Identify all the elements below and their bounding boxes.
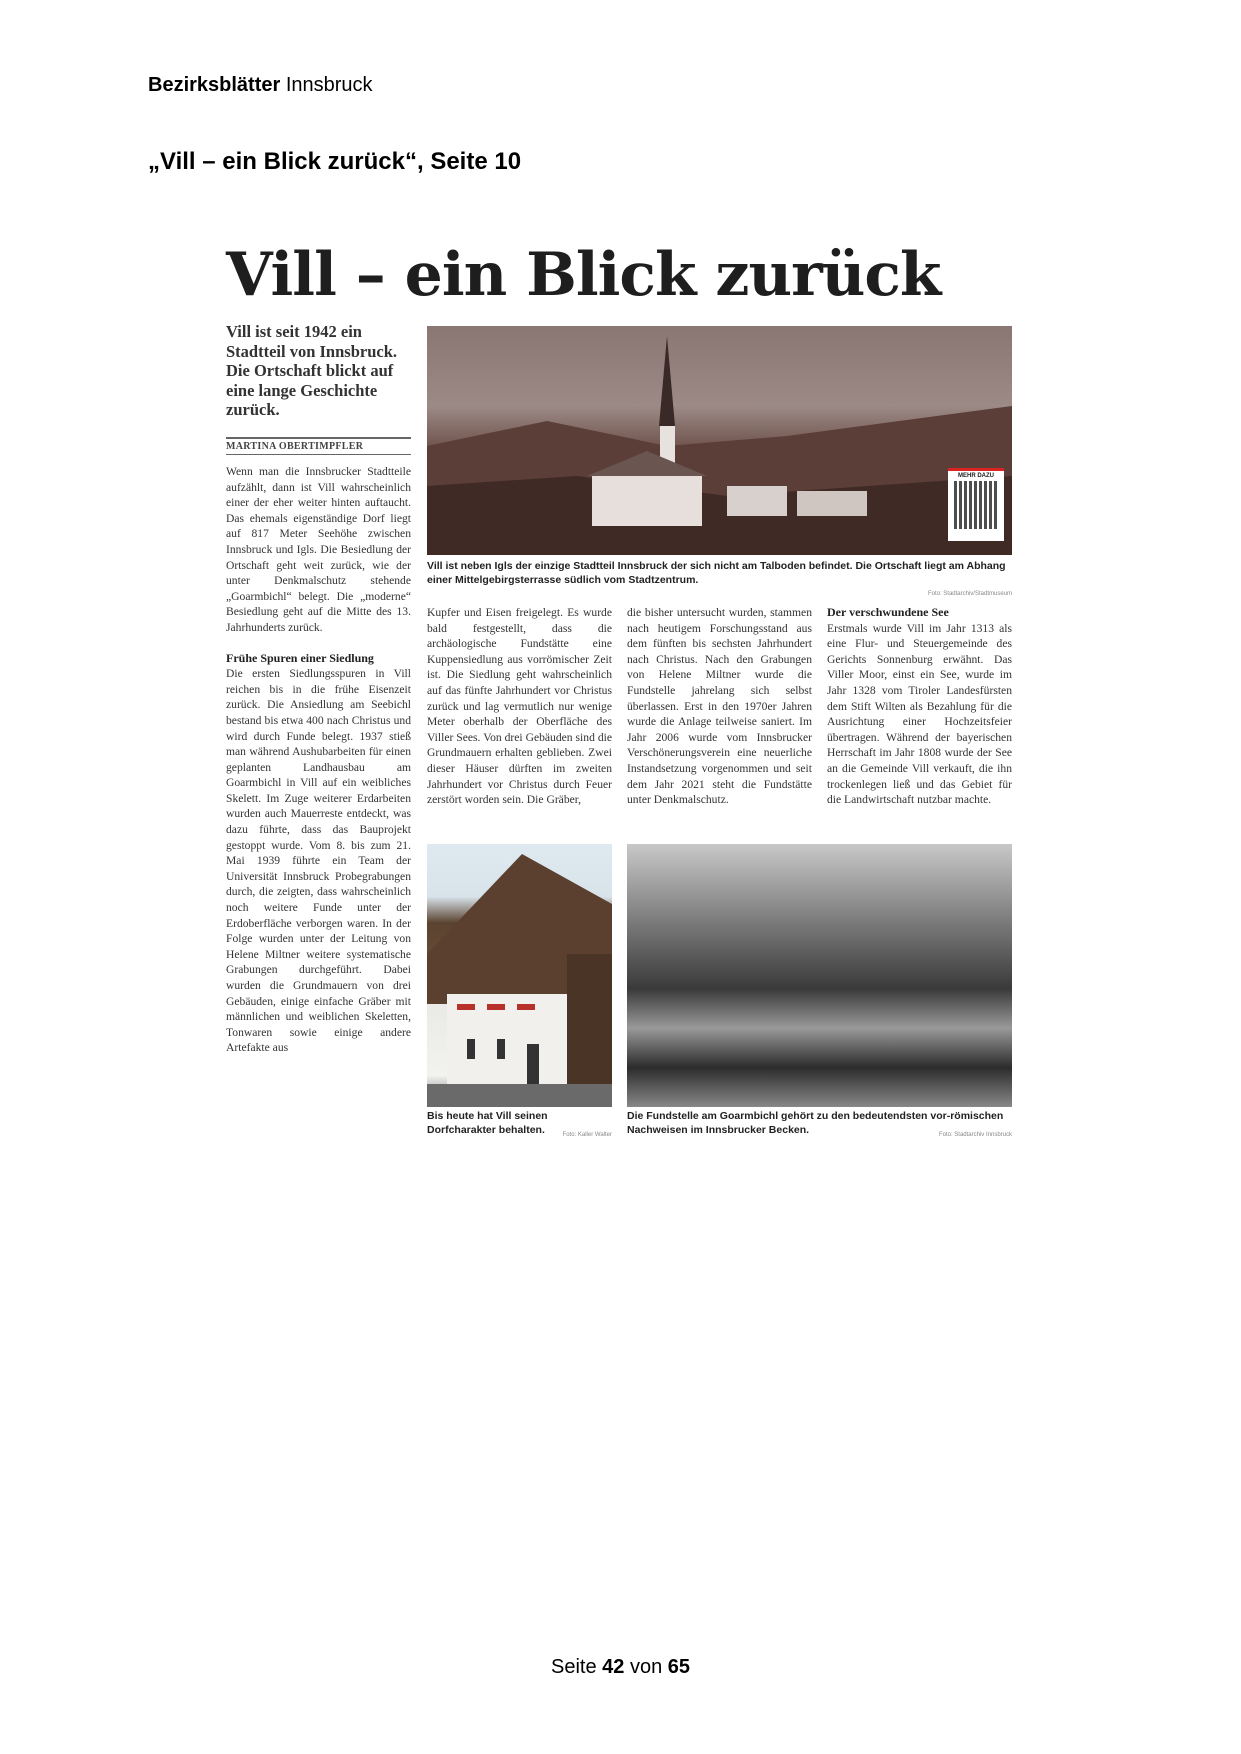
- page-label: Seite: [550, 1656, 603, 1678]
- paragraph: die bisher untersucht wurden, stammen nach heutigem Forschungsstand aus dem fünften bis sechsten Jahrhundert nach Christus. Nach den Grabungen von Helene Miltner wurde die Fundstelle jahrelang sich selbst überlassen. Erst in den 1970er Jahren wurde die Anlage teilweise saniert. Im Jahr 2006 wurde vom Innsbrucker Verschönerungsverein eine neuerliche Instandsetzung vorgenommen und seit dem Jahr 2021 steht die Fundstätte unter Denkmalschutz.: [627, 606, 812, 807]
- subheading: Frühe Spuren einer Siedlung: [226, 650, 374, 665]
- photo-caption: [427, 1109, 612, 1142]
- qr-label: MEHR DAZU: [958, 473, 994, 479]
- article-column-4: [827, 605, 1012, 808]
- photo-vill-church-historic: [427, 326, 1012, 555]
- paragraph: Die ersten Siedlungsspuren in Vill reichen bis in die frühe Eisenzeit zurück. Die Ansiedlung am Seebichl bestand bis etwa 400 nach Christus und wird durch Funde belegt. 1937 stieß man während Aushubarbeiten für einen geplanten Landhausbau am Goarmbichl in Vill auf ein weibliches Skelett. Im Zuge weiterer Erdarbeiten wurden auch Mauerreste entdeckt, was dazu führte, dass das Bauprojekt gestoppt wurde. Vom 8. bis zum 21. Mai 1939 führte ein Team der Universität Innsbruck Probegrabungen durch, die zeigten, dass wahrscheinlich noch weitere Funde unter der Erdoberfläche verborgen waren. In der Folge wurden unter der Leitung von Helene Miltner weitere systematische Grabungen durchgeführt. Dabei wurden die Grundmauern von drei Gebäuden, einige einfache Gräber mit männlichen und weiblichen Skeletten, Tonwaren sowie einige andere Artefakte aus: [226, 667, 411, 1055]
- photo-caption: [627, 1109, 1012, 1142]
- photo-farmhouse: [427, 844, 612, 1107]
- caption-text: Bis heute hat Vill seinen Dorfcharakter behalten.: [427, 1110, 548, 1136]
- article-author: MARTINA OBERTIMPFLER: [226, 437, 411, 455]
- document-header: [148, 74, 373, 97]
- page-separator: von: [624, 1656, 668, 1678]
- caption-text: Die Fundstelle am Goarmbichl gehört zu den bedeutendsten vor-römischen Nachweisen im Innsbrucker Becken.: [627, 1110, 1004, 1136]
- church-illustration: [427, 326, 1012, 555]
- current-page: 42: [602, 1656, 625, 1678]
- qr-code-icon[interactable]: [954, 481, 998, 529]
- photo-credit: Foto: Stadtarchiv Innsbruck: [938, 1132, 1012, 1138]
- photo-excavation-site: [627, 844, 1012, 1107]
- paragraph: Erstmals wurde Vill im Jahr 1313 als eine Flur- und Steuergemeinde des Gerichts Sonnenburg erwähnt. Das Viller Moor, einst ein See, wurde im Jahr 1328 vom Tiroler Landesfürsten dem Stift Wilten als Bezahlung für die Ausrichtung einer Hochzeitsfeier übertragen. Während der bayerischen Herrschaft im Jahr 1808 wurde der See an die Gemeinde Vill verkauft, die ihn trockenlegen ließ und das Gebiet für die Landwirtschaft nutzbar machte.: [827, 621, 1012, 807]
- article-lead: Vill ist seit 1942 ein Stadtteil von Innsbruck. Die Ortschaft blickt auf eine lange Geschichte zurück.: [226, 322, 398, 419]
- qr-code-box[interactable]: [948, 468, 1004, 541]
- brand-name: Bezirksblätter: [148, 74, 281, 96]
- paragraph: Kupfer und Eisen freigelegt. Es wurde bald festgestellt, dass die archäologische Fundstätte eine Kuppensiedlung aus vorrömischer Zeit ist. Die Siedlung geht wahrscheinlich auf das fünfte Jahrhundert vor Christus zurück und lag vermutlich nur wenige Meter oberhalb der Oberfläche des Viller Sees. Von drei Gebäuden sind die Grundmauern erhalten geblieben. Zwei dieser Häuser dürften im zweiten Jahrhundert vor Christus durch Feuer zerstört worden sein. Die Gräber,: [427, 606, 612, 807]
- photo-caption: [427, 559, 1012, 601]
- photo-credit: Foto: Kaller Walter: [562, 1132, 612, 1138]
- article-column-1: [226, 464, 411, 1056]
- farmhouse-illustration: [427, 844, 612, 1107]
- article-column-3: [627, 605, 812, 808]
- subheading: Der verschwundene See: [827, 605, 949, 619]
- article-column-2: [427, 605, 612, 808]
- paragraph: Wenn man die Innsbrucker Stadtteile aufzählt, dann ist Vill wahrscheinlich einer der eher weiter hinten auftaucht. Das ehemals eigenständige Dorf liegt auf 817 Meter Seehöhe zwischen Innsbruck und Igls. Die Besiedlung der Ortschaft geht weit zurück, wie der unter Denkmalschutz stehende „Goarmbichl“ belegt. Die „moderne“ Besiedlung geht auf die Mitte des 13. Jahrhunderts zurück.: [226, 465, 411, 634]
- section-title: „Vill – ein Blick zurück“, Seite 10: [148, 148, 522, 175]
- total-pages: 65: [667, 1656, 690, 1678]
- article-headline: Vill – ein Blick zurück: [226, 240, 941, 310]
- photo-credit: Foto: Stadtarchiv/Stadtmuseum: [927, 591, 1012, 597]
- brand-location: Innsbruck: [280, 74, 373, 96]
- caption-text: Vill ist neben Igls der einzige Stadtteil Innsbruck der sich nicht am Talboden befindet. Die Ortschaft liegt am Abhang einer Mittelgebirgsterrasse südlich vom Stadtzentrum.: [427, 560, 1006, 586]
- page-number: [0, 1656, 1241, 1679]
